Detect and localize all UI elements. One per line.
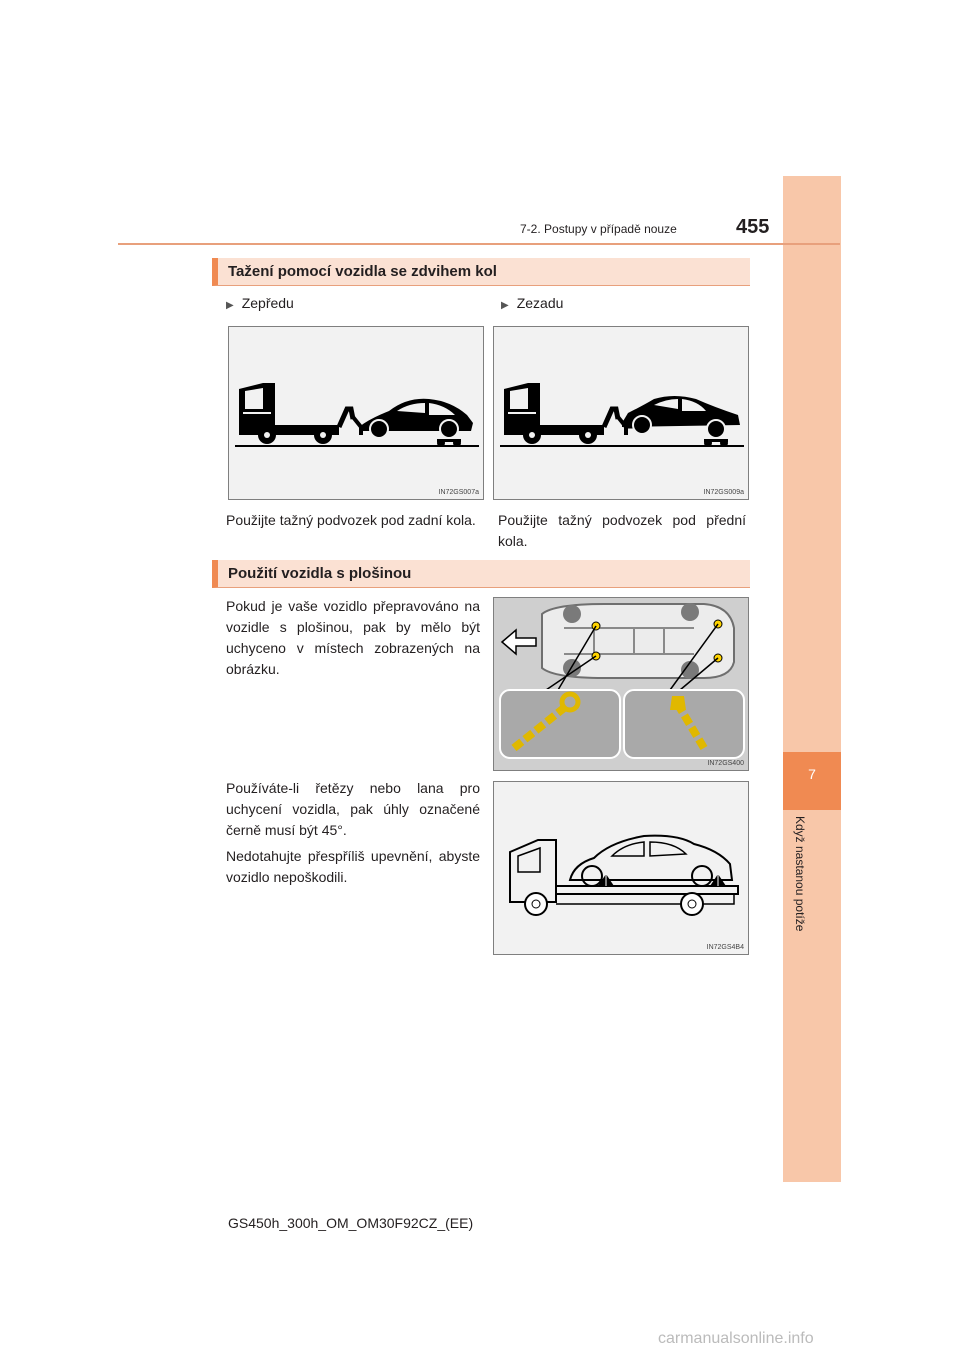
flatbed-paragraph-2: Používáte-li řetězy nebo lana pro uchycení vozidla, pak úhly označené černě musí být 45°.	[226, 780, 480, 838]
front-towing-illustration	[228, 326, 484, 500]
section-heading-wheel-lift	[212, 258, 750, 286]
front-tow-caption: Použijte tažný podvozek pod zadní kola.	[226, 512, 476, 528]
tow-truck-front-icon	[229, 327, 484, 500]
triangle-bullet-icon: ▶	[501, 300, 509, 311]
footer-document-code: GS450h_300h_OM_OM30F92CZ_(EE)	[228, 1215, 474, 1231]
header-divider	[118, 243, 840, 245]
figure-code: IN72GS009a	[703, 489, 744, 496]
section-title: Tažení pomocí vozidla se zdvihem kol	[228, 263, 497, 280]
page-number: 455	[736, 216, 770, 238]
flatbed-paragraph-1: Pokud je vaše vozidlo přepravováno na vozidle s plošinou, pak by mělo být uchyceno v místech zobrazených na obrázku.	[226, 598, 480, 677]
front-tow-label: ▶ Zepředu	[226, 295, 294, 311]
rear-tow-caption: Použijte tažný podvozek pod přední kola.	[498, 512, 746, 549]
section-heading-flatbed	[212, 560, 750, 588]
figure-code: IN72GS4B4	[706, 944, 744, 951]
header-section-title: 7-2. Postupy v případě nouze	[520, 222, 677, 236]
triangle-bullet-icon: ▶	[226, 300, 234, 311]
flatbed-truck-icon	[494, 782, 749, 955]
rear-towing-illustration	[493, 326, 749, 500]
chapter-number: 7	[808, 766, 816, 782]
figure-code: IN72GS007a	[438, 489, 479, 496]
car-underbody-icon	[494, 598, 749, 771]
flatbed-truck-illustration	[493, 781, 749, 955]
flatbed-paragraph-3: Nedotahujte přespříliš upevnění, abyste vozidlo nepoškodili.	[226, 848, 480, 885]
section-title: Použití vozidla s plošinou	[228, 565, 412, 582]
watermark: carmanualsonline.info	[658, 1330, 814, 1347]
rear-tow-label: ▶ Zezadu	[501, 295, 564, 311]
tie-down-points-illustration	[493, 597, 749, 771]
chapter-side-tab	[783, 176, 841, 1182]
chapter-title: Když nastanou potíže	[793, 816, 807, 932]
tow-truck-rear-icon	[494, 327, 749, 500]
figure-code: IN72GS400	[707, 760, 744, 767]
